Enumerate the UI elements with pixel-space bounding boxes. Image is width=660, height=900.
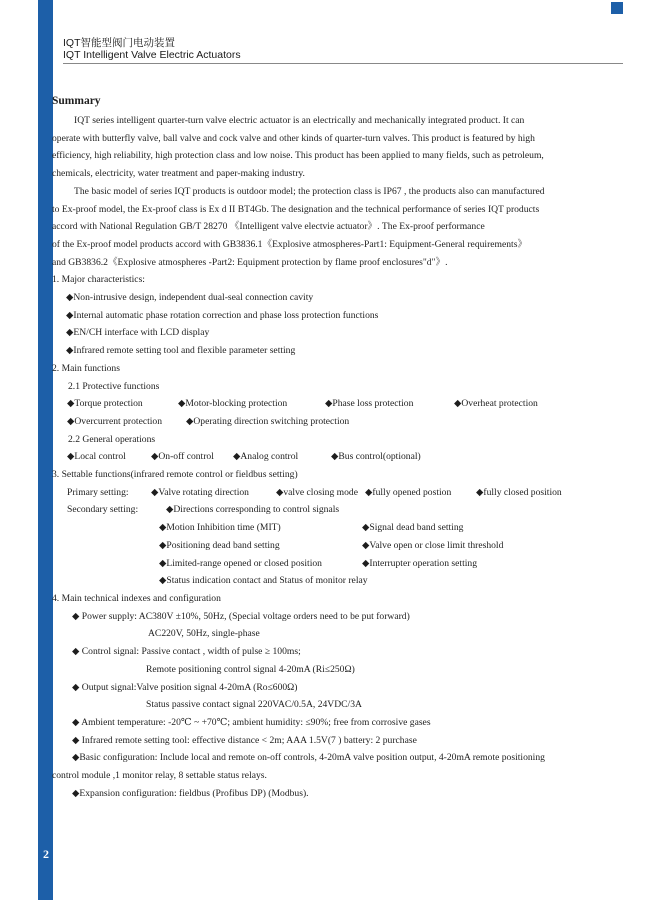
function-item: ◆Analog control [233, 451, 299, 463]
paragraph-line: chemicals, electricity, water treatment and paper-making industry. [52, 168, 305, 180]
paragraph-line: The basic model of series IQT products is outdoor model; the protection class is IP67 , the products also can manufactured [74, 185, 545, 197]
function-item: ◆Phase loss protection [325, 398, 414, 410]
spec-continuation: Remote positioning control signal 4-20mA (Ri≤250Ω) [146, 663, 355, 675]
secondary-setting-row [52, 501, 624, 519]
setting-item: ◆Signal dead band setting [362, 522, 464, 534]
protection-row [52, 413, 624, 431]
setting-item: ◆Limited-range opened or closed position [159, 557, 322, 569]
header-title-en: IQT Intelligent Valve Electric Actuators [63, 49, 241, 61]
paragraph-line: IQT series intelligent quarter-turn valve electric actuator is an electrically and mechanically integrated product. It can [74, 115, 525, 126]
setting-item: ◆Valve rotating direction [151, 486, 249, 498]
side-color-bar [38, 0, 53, 900]
summary-paragraph-1 [52, 112, 624, 183]
protection-row [52, 395, 624, 413]
document-body [52, 94, 624, 802]
paragraph-line: efficiency, high reliability, high protection class and low noise. This product has been applied to many fields, such as petroleum, [52, 150, 544, 162]
summary-heading: Summary [52, 95, 101, 107]
header-divider [63, 63, 623, 64]
section-4-heading: 4. Main technical indexes and configuration [52, 592, 221, 604]
spec-continuation: Status passive contact signal 220VAC/0.5A, 24VDC/3A [146, 699, 362, 711]
running-header [63, 37, 241, 61]
paragraph-line: to Ex-proof model, the Ex-proof class is Ex d II BT4Gb. The designation and the technical performance of series IQT products [52, 203, 540, 215]
setting-item: ◆Directions corresponding to control signals [166, 504, 340, 516]
secondary-setting-row [52, 519, 624, 537]
secondary-setting-row [52, 555, 624, 573]
paragraph-line: of the Ex-proof model products accord with GB3836.1《Explosive atmospheres-Part1: Equipment-General requirements》 [52, 238, 528, 250]
function-item: ◆Bus control(optional) [331, 451, 421, 463]
spec-item: ◆ Output signal:Valve position signal 4-20mA (Ro≤600Ω) [72, 681, 298, 693]
setting-label: Primary setting: [67, 486, 129, 498]
setting-label: Secondary setting: [67, 504, 139, 516]
setting-item: ◆Valve open or close limit threshold [362, 539, 504, 551]
setting-item: ◆fully opened postion [365, 486, 452, 498]
corner-square [611, 2, 623, 14]
function-item: ◆Overheat protection [454, 398, 538, 410]
function-item: ◆Torque protection [67, 398, 143, 410]
spec-continuation: AC220V, 50Hz, single-phase [148, 628, 260, 640]
characteristic-item: ◆EN/CH interface with LCD display [66, 327, 210, 339]
function-item: ◆Local control [67, 451, 126, 463]
operation-row [52, 448, 624, 466]
header-title-cn: IQT智能型阀门电动装置 [63, 37, 175, 49]
paragraph-line: accord with National Regulation GB/T 28270 《Intelligent valve electvie actuator》. The Ex-proof performance [52, 221, 485, 233]
function-item: ◆Motor-blocking protection [178, 398, 288, 410]
setting-item: ◆valve closing mode [276, 486, 358, 498]
setting-item: ◆fully closed position [476, 486, 562, 498]
subsection-heading: 2.2 General operations [68, 433, 156, 445]
setting-item: ◆Interrupter operation setting [362, 557, 478, 569]
page-number: 2 [43, 847, 49, 861]
paragraph-line: and GB3836.2《Explosive atmospheres -Part2: Equipment protection by flame proof enclosures"d"》. [52, 256, 448, 268]
summary-paragraph-2 [52, 183, 624, 272]
section-2-heading: 2. Main functions [52, 362, 120, 374]
secondary-setting-row [52, 537, 624, 555]
primary-setting-row [52, 484, 624, 502]
setting-item: ◆Motion Inhibition time (MIT) [159, 522, 281, 534]
spec-item: ◆ Control signal: Passive contact , width of pulse ≥ 100ms; [72, 646, 301, 658]
secondary-setting-row: ◆Status indication contact and Status of monitor relay [159, 575, 368, 587]
function-item: ◆On-off control [151, 451, 214, 463]
function-item: ◆Operating direction switching protection [186, 415, 350, 427]
characteristic-item: ◆Non-intrusive design, independent dual-seal connection cavity [66, 292, 314, 304]
spec-item: ◆ Power supply: AC380V ±10%, 50Hz, (Special voltage orders need to be put forward) [72, 610, 410, 622]
section-1-heading: 1. Major characteristics: [52, 274, 145, 286]
paragraph-line: operate with butterfly valve, ball valve and cock valve and other kinds of quarter-turn valves. This product is featured by high [52, 132, 535, 144]
characteristic-item: ◆Infrared remote setting tool and flexible parameter setting [66, 345, 296, 357]
section-3-heading: 3. Settable functions(infrared remote control or fieldbus setting) [52, 469, 298, 481]
characteristic-item: ◆Internal automatic phase rotation correction and phase loss protection functions [66, 309, 379, 321]
spec-continuation: control module ,1 monitor relay, 8 settable status relays. [52, 770, 267, 782]
spec-item: ◆ Infrared remote setting tool: effective distance < 2m; AAA 1.5V(7 ) battery: 2 purchase [72, 734, 417, 746]
spec-item: ◆ Ambient temperature: -20℃ ~ +70℃; ambient humidity: ≤90%; free from corrosive gases [72, 716, 431, 728]
function-item: ◆Overcurrent protection [67, 415, 163, 427]
setting-item: ◆Positioning dead band setting [159, 539, 280, 551]
spec-item: ◆Expansion configuration: fieldbus (Profibus DP) (Modbus). [72, 787, 309, 799]
subsection-heading: 2.1 Protective functions [68, 380, 160, 392]
spec-item: ◆Basic configuration: Include local and remote on-off controls, 4-20mA valve position output, 4-20mA remote positioning [72, 752, 545, 764]
